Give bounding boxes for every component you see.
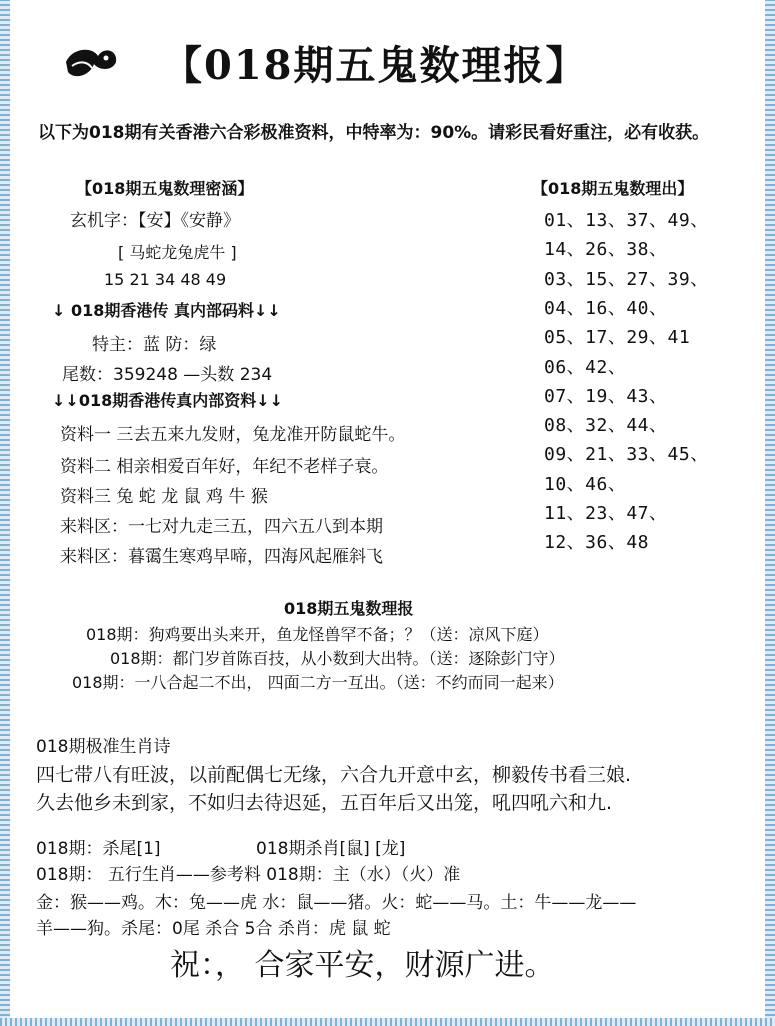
number-row: 10、46、 bbox=[544, 473, 627, 495]
zodiac-numbers: 15 21 34 48 49 bbox=[104, 270, 227, 289]
wuxing-line: 018期： 五行生肖——参考料 018期：主（水）（火）准 bbox=[36, 865, 461, 885]
element-pairs: 金：猴——鸡。木：兔——虎 水：鼠——猪。火：蛇——马。土：牛——龙—— bbox=[36, 893, 637, 913]
number-row: 08、32、44、 bbox=[544, 415, 668, 437]
source-2: 来料区：暮霭生寒鸡早啼，四海风起雁斜飞 bbox=[60, 547, 383, 567]
poem-line-1: 四七带八有旺波，以前配偶七无缘，六合九开意中玄，柳毅传书看三娘. bbox=[36, 764, 632, 786]
number-row: 03、15、27、39、 bbox=[544, 268, 709, 290]
source-1: 来料区：一七对九走三五，四六五八到本期 bbox=[60, 517, 383, 537]
hk-title: ↓ 018期香港传 真内部码料↓↓ bbox=[52, 301, 281, 320]
number-row: 12、36、48 bbox=[544, 532, 650, 554]
number-row: 07、19、43、 bbox=[544, 385, 668, 407]
number-row: 01、13、37、49、 bbox=[544, 210, 709, 231]
middle-line-1: 018期：狗鸡要出头来开，鱼龙怪兽罕不备；？（送：凉风下庭） bbox=[86, 625, 549, 644]
poem-title: 018期极准生肖诗 bbox=[36, 737, 171, 757]
number-row: 05、17、29、41 bbox=[544, 327, 691, 349]
weishu-text: 尾数：359248 —头数 234 bbox=[62, 365, 273, 385]
middle-title: 018期五鬼数理报 bbox=[284, 599, 414, 618]
number-row: 06、42、 bbox=[544, 356, 627, 378]
number-row: 04、16、40、 bbox=[544, 297, 668, 319]
right-title: 【018期五鬼数理出】 bbox=[532, 179, 694, 198]
mihan-title: 【018期五鬼数理密涵】 bbox=[76, 179, 254, 198]
tezhu-text: 特主：蓝 防：绿 bbox=[92, 335, 217, 355]
kill-tail: 018期：杀尾[1] bbox=[36, 839, 161, 859]
info-1: 资料一 三去五来九发财，兔龙准开防鼠蛇牛。 bbox=[60, 425, 406, 445]
info-2: 资料二 相亲相爱百年好，年纪不老样子衰。 bbox=[60, 457, 389, 477]
number-row: 09、21、33、45、 bbox=[544, 444, 709, 466]
left-border bbox=[0, 0, 10, 1026]
number-row: 14、26、38、 bbox=[544, 239, 668, 261]
middle-line-3: 018期：一八合起二不出， 四面二方一互出。（送：不约而同一起来） bbox=[72, 673, 564, 692]
dragon-logo-icon bbox=[62, 40, 122, 88]
zodiac-bracket: [ 马蛇龙兔虎牛 ] bbox=[118, 243, 237, 262]
middle-line-2: 018期：都门岁首陈百技，从小数到大出特。（送：逐除彭门守） bbox=[110, 649, 565, 668]
kill-zodiac: 018期杀肖[鼠] [龙] bbox=[256, 839, 406, 859]
number-row: 11、23、47、 bbox=[544, 503, 668, 524]
bottom-border bbox=[0, 1018, 775, 1026]
xuanji-text: 玄机字：【安】《安静》 bbox=[70, 211, 240, 231]
intro-text: 以下为018期有关香港六合彩极准资料，中特率为：90%。请彩民看好重注，必有收获。 bbox=[38, 123, 710, 143]
page-title: 【018期五鬼数理报】 bbox=[162, 42, 588, 89]
info-3: 资料三 兔 蛇 龙 鼠 鸡 牛 猴 bbox=[60, 487, 268, 507]
element-pairs-2: 羊——狗。杀尾：0尾 杀合 5合 杀肖：虎 鼠 蛇 bbox=[36, 919, 391, 939]
right-border bbox=[765, 0, 775, 1026]
blessing-text: 祝：， 合家平安，财源广进。 bbox=[170, 948, 555, 983]
poem-line-2: 久去他乡未到家，不如归去待迟延，五百年后又出笼，吼四吼六和九. bbox=[36, 792, 613, 814]
hk-title-2: ↓↓018期香港传真内部资料↓↓ bbox=[52, 391, 284, 410]
